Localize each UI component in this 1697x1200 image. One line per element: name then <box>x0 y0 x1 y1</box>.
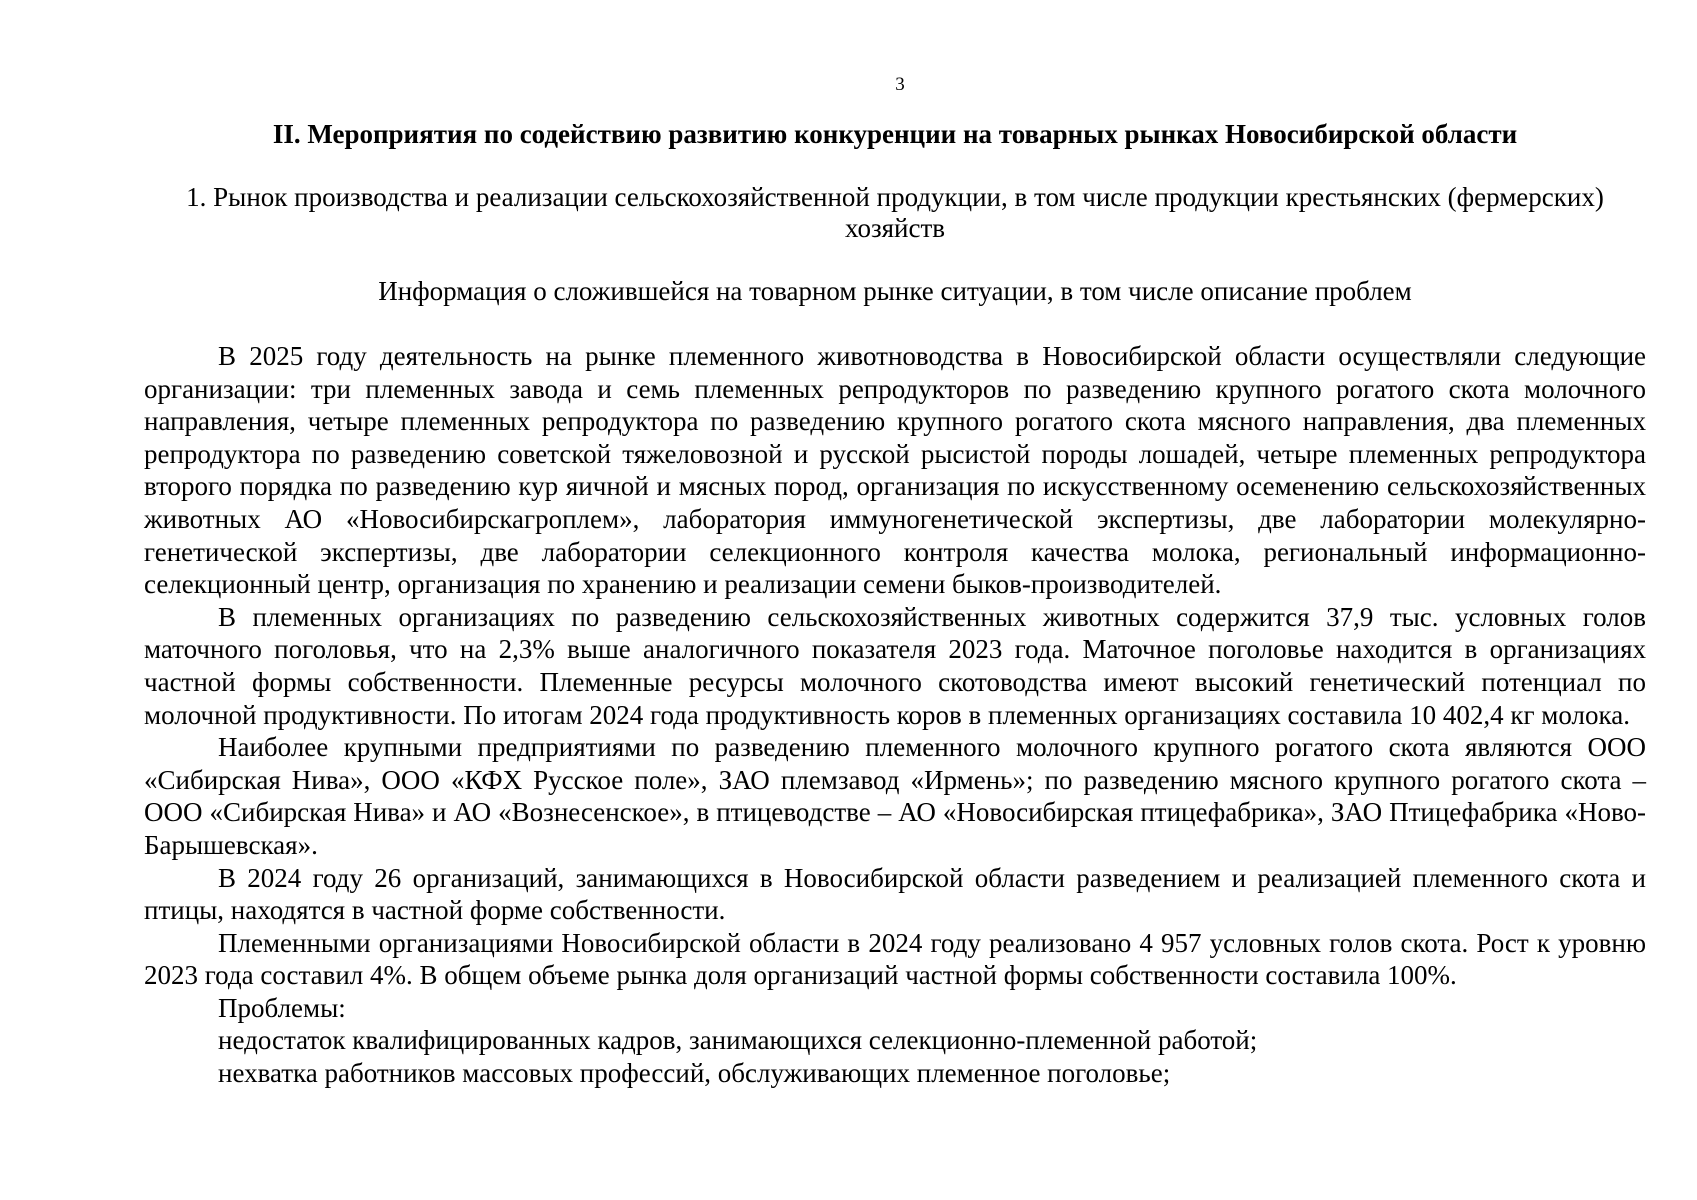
paragraph-livestock-count: В племенных организациях по разведению сельскохозяйственных животных содержится 37,9 тыс. условных голов маточного поголовья, что на 2,3% выше аналогичного показателя 2023 года. Маточное поголовье находится в организациях частной формы собственности. Племенные ресурсы молочного скотоводства имеют высокий генетический потенциал по молочной продуктивности. По итогам 2024 года продуктивность коров в племенных организациях составила 10 402,4 кг молока. <box>144 601 1646 730</box>
info-heading: Информация о сложившейся на товарном рынке ситуации, в том числе описание проблем <box>378 276 1412 306</box>
body-text <box>144 340 1646 1090</box>
paragraph-sales-volume: Племенными организациями Новосибирской области в 2024 году реализовано 4 957 условных голов скота. Рост к уровню 2023 года составил 4%. В общем объеме рынка доля организаций частной формы собственности составила 100%. <box>144 927 1646 991</box>
paragraph-problem-qualified-staff: недостаток квалифицированных кадров, занимающихся селекционно-племенной работой; <box>218 1025 1258 1056</box>
paragraph-breeding-organizations: В 2025 году деятельность на рынке племенного животноводства в Новосибирской области осуществляли следующие организации: три племенных завода и семь племенных репродукторов по разведению крупного рогатого скота молочного направления, четыре племенных репродуктора по разведению крупного рогатого скота мясного направления, два племенных репродуктора по разведению советской тяжеловозной и русской рысистой породы лошадей, четыре племенных репродуктора второго порядка по разведению кур яичной и мясных пород, организация по искусственному осеменению сельскохозяйственных животных АО «Новосибирскагроплем», лаборатория иммуногенетической экспертизы, две лаборатории молекулярно-генетической экспертизы, две лаборатории селекционного контроля качества молока, региональный информационно-селекционный центр, организация по хранению и реализации семени быков-производителей. <box>144 341 1646 600</box>
page-number: 3 <box>895 74 905 95</box>
subsection-title: 1. Рынок производства и реализации сельскохозяйственной продукции, в том числе продукции крестьянских (фермерских) хозяйств <box>186 182 1604 243</box>
paragraph-problems-heading: Проблемы: <box>218 992 346 1023</box>
paragraph-largest-enterprises: Наиболее крупными предприятиями по разведению племенного молочного крупного рогатого скота являются ООО «Сибирская Нива», ООО «КФХ Русское поле», ЗАО племзавод «Ирмень»; по разведению мясного крупного рогатого скота – ООО «Сибирская Нива» и АО «Вознесенское», в птицеводстве – АО «Новосибирская птицефабрика», ЗАО Птицефабрика «Ново-Барышевская». <box>144 732 1646 860</box>
paragraph-private-ownership: В 2024 году 26 организаций, занимающихся в Новосибирской области разведением и реализацией племенного скота и птицы, находятся в частной форме собственности. <box>144 862 1646 926</box>
section-title: II. Мероприятия по содействию развитию конкуренции на товарных рынках Новосибирской области <box>272 119 1518 149</box>
paragraph-problem-workers-shortage: нехватка работников массовых профессий, обслуживающих племенное поголовье; <box>218 1058 1171 1089</box>
